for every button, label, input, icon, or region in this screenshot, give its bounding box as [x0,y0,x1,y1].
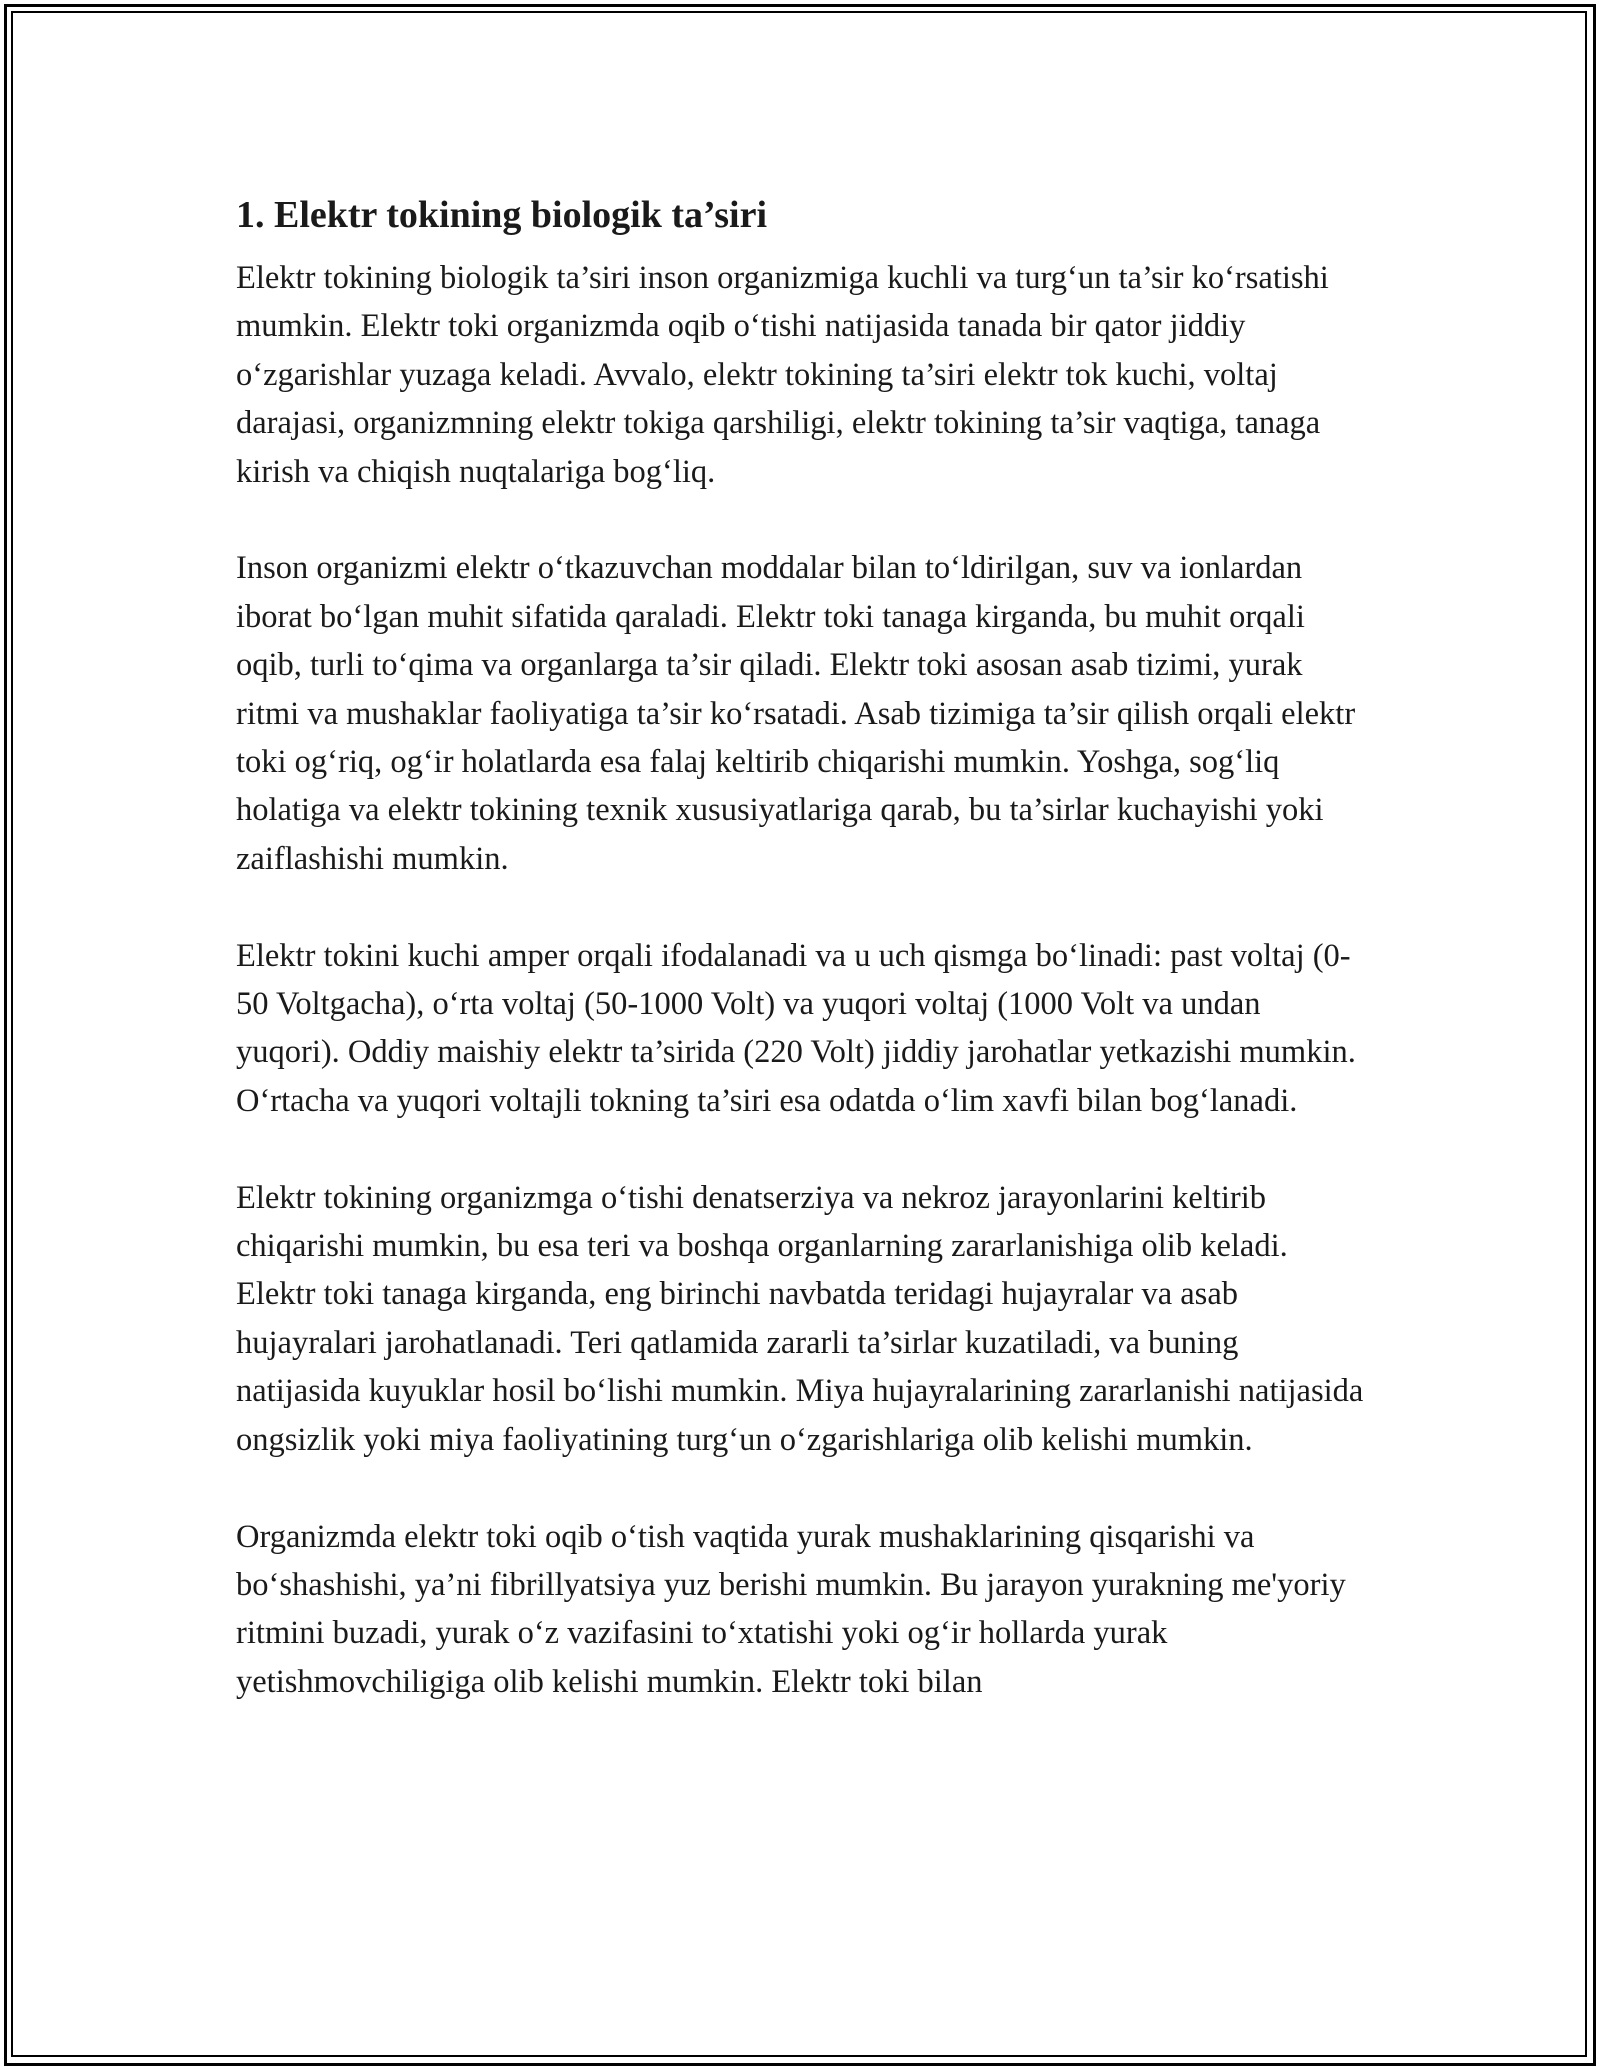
paragraph-2: Inson organizmi elektr o‘tkazuvchan moddalar bilan to‘ldirilgan, suv va ionlardan iborat bo‘lgan muhit sifatida qaraladi. Elektr toki tanaga kirganda, bu muhit orqali oqib, turli to‘qima va organlarga ta’sir qiladi. Elektr toki asosan asab tizimi, yurak ritmi va mushaklar faoliyatiga ta’sir ko‘rsatadi. Asab tizimiga ta’sir qilish orqali elektr toki og‘riq, og‘ir holatlarda esa falaj keltirib chiqarishi mumkin. Yoshga, sog‘liq holatiga va elektr tokining texnik xususiyatlariga qarab, bu ta’sirlar kuchayishi yoki zaiflashishi mumkin. [236,550,1356,877]
paragraph-1: Elektr tokining biologik ta’siri inson organizmiga kuchli va turg‘un ta’sir ko‘rsatishi mumkin. Elektr toki organizmda oqib o‘tishi natijasida tanada bir qator jiddiy o‘zgarishlar yuzaga keladi. Avvalo, elektr tokining ta’siri elektr tok kuchi, voltaj darajasi, organizmning elektr tokiga qarshiligi, elektr tokining ta’sir vaqtiga, tanaga kirish va chiqish nuqtalariga bog‘liq. [236,260,1329,490]
section-heading: 1. Elektr tokining biologik ta’siri [236,194,768,236]
paragraph-3: Elektr tokini kuchi amper orqali ifodalanadi va u uch qismga bo‘linadi: past voltaj (0-50 Voltgacha), o‘rta voltaj (50-1000 Volt) va yuqori voltaj (1000 Volt va undan yuqori). Oddiy maishiy elektr ta’sirida (220 Volt) jiddiy jarohatlar yetkazishi mumkin. O‘rtacha va yuqori voltajli tokning ta’siri esa odatda o‘lim xavfi bilan bog‘lanadi. [236,937,1356,1119]
paragraph-5: Organizmda elektr toki oqib o‘tish vaqtida yurak mushaklarining qisqarishi va bo‘shashishi, ya’ni fibrillyatsiya yuz berishi mumkin. Bu jarayon yurakning me'yoriy ritmini buzadi, yurak o‘z vazifasini to‘xtatishi yoki og‘ir hollarda yurak yetishmovchiligiga olib kelishi mumkin. Elektr toki bilan [236,1518,1346,1700]
document-body [236,188,1366,1755]
paragraph-4: Elektr tokining organizmga o‘tishi denatserziya va nekroz jarayonlarini keltirib chiqarishi mumkin, bu esa teri va boshqa organlarning zararlanishiga olib keladi. Elektr toki tanaga kirganda, eng birinchi navbatda teridagi hujayralar va asab hujayralari jarohatlanadi. Teri qatlamida zararli ta’sirlar kuzatiladi, va buning natijasida kuyuklar hosil bo‘lishi mumkin. Miya hujayralarining zararlanishi natijasida ongsizlik yoki miya faoliyatining turg‘un o‘zgarishlariga olib kelishi mumkin. [236,1179,1364,1458]
